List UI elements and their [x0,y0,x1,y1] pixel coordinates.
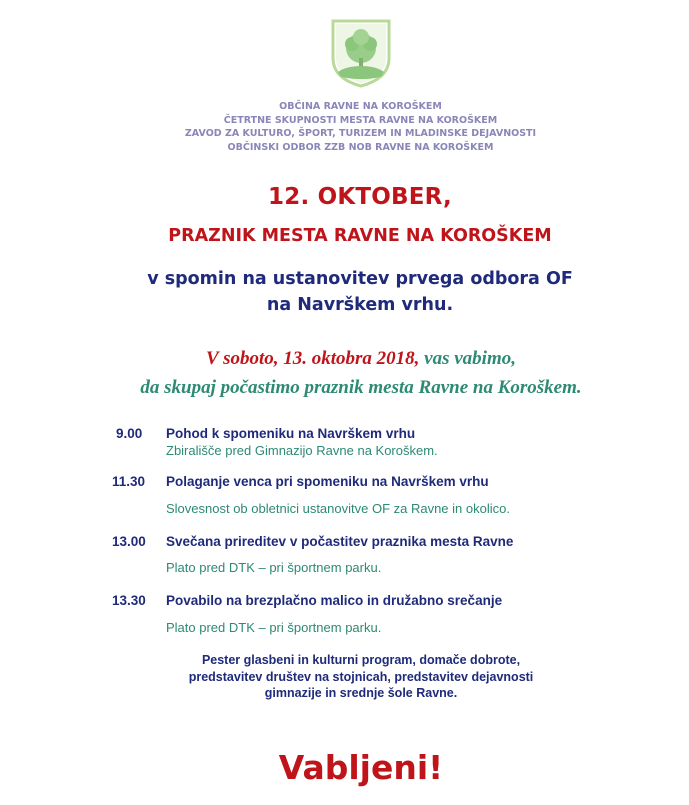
organizer-line: OBČINSKI ODBOR ZZB NOB RAVNE NA KOROŠKEM [227,141,494,153]
event-time: 13.30 [112,593,146,608]
program-note-line: gimnazije in srednje šole Ravne. [264,686,458,700]
organizers-block [0,100,689,154]
invitation-line-2: da skupaj počastimo praznik mesta Ravne na Koroškem. [140,377,582,398]
invitation-line-1 [0,344,689,373]
program-note [0,652,689,702]
invitation-greeting: vas vabimo, [419,348,516,369]
event-place: Plato pred DTK – pri športnem parku. [166,560,382,575]
organizer-line: OBČINA RAVNE NA KOROŠKEM [279,101,442,112]
event-time: 9.00 [116,426,143,441]
event-title: Polaganje venca pri spomeniku na Navrškem vrhu [166,474,489,489]
event-title: Pohod k spomeniku na Navrškem vrhu [166,426,416,441]
memorial-line: na Navrškem vrhu. [266,295,454,315]
event-place: Zbirališče pred Gimnazijo Ravne na Koroškem. [166,443,438,458]
program-note-line: predstavitev društev na stojnicah, predstavitev dejavnosti [188,669,534,684]
closing-welcome: Vabljeni! [278,748,444,787]
event-place: Plato pred DTK – pri športnem parku. [166,620,382,635]
tree-crest-icon [330,18,392,88]
event-title: Povabilo na brezplačno malico in družabno srečanje [166,593,503,608]
event-time: 11.30 [112,474,146,489]
memorial-subheading [0,266,689,318]
memorial-line: v spomin na ustanovitev prvega odbora OF [147,269,573,289]
program-note-line: Pester glasbeni in kulturni program, domače dobrote, [201,653,521,667]
event-place: Slovesnost ob obletnici ustanovitve OF za Ravne in okolico. [166,501,510,516]
invitation-date: V soboto, 13. oktobra 2018, [205,348,420,369]
holiday-heading: PRAZNIK MESTA RAVNE NA KOROŠKEM [168,226,552,246]
organizer-line: ZAVOD ZA KULTURO, ŠPORT, TURIZEM IN MLADINSKE DEJAVNOSTI [184,128,537,139]
event-title: Svečana prireditev v počastitev praznika mesta Ravne [166,534,514,549]
organizer-line: ČETRTNE SKUPNOSTI MESTA RAVNE NA KOROŠKEM [223,114,498,126]
invitation-text [0,344,689,402]
event-time: 13.00 [112,534,146,549]
date-heading: 12. OKTOBER, [268,184,452,210]
